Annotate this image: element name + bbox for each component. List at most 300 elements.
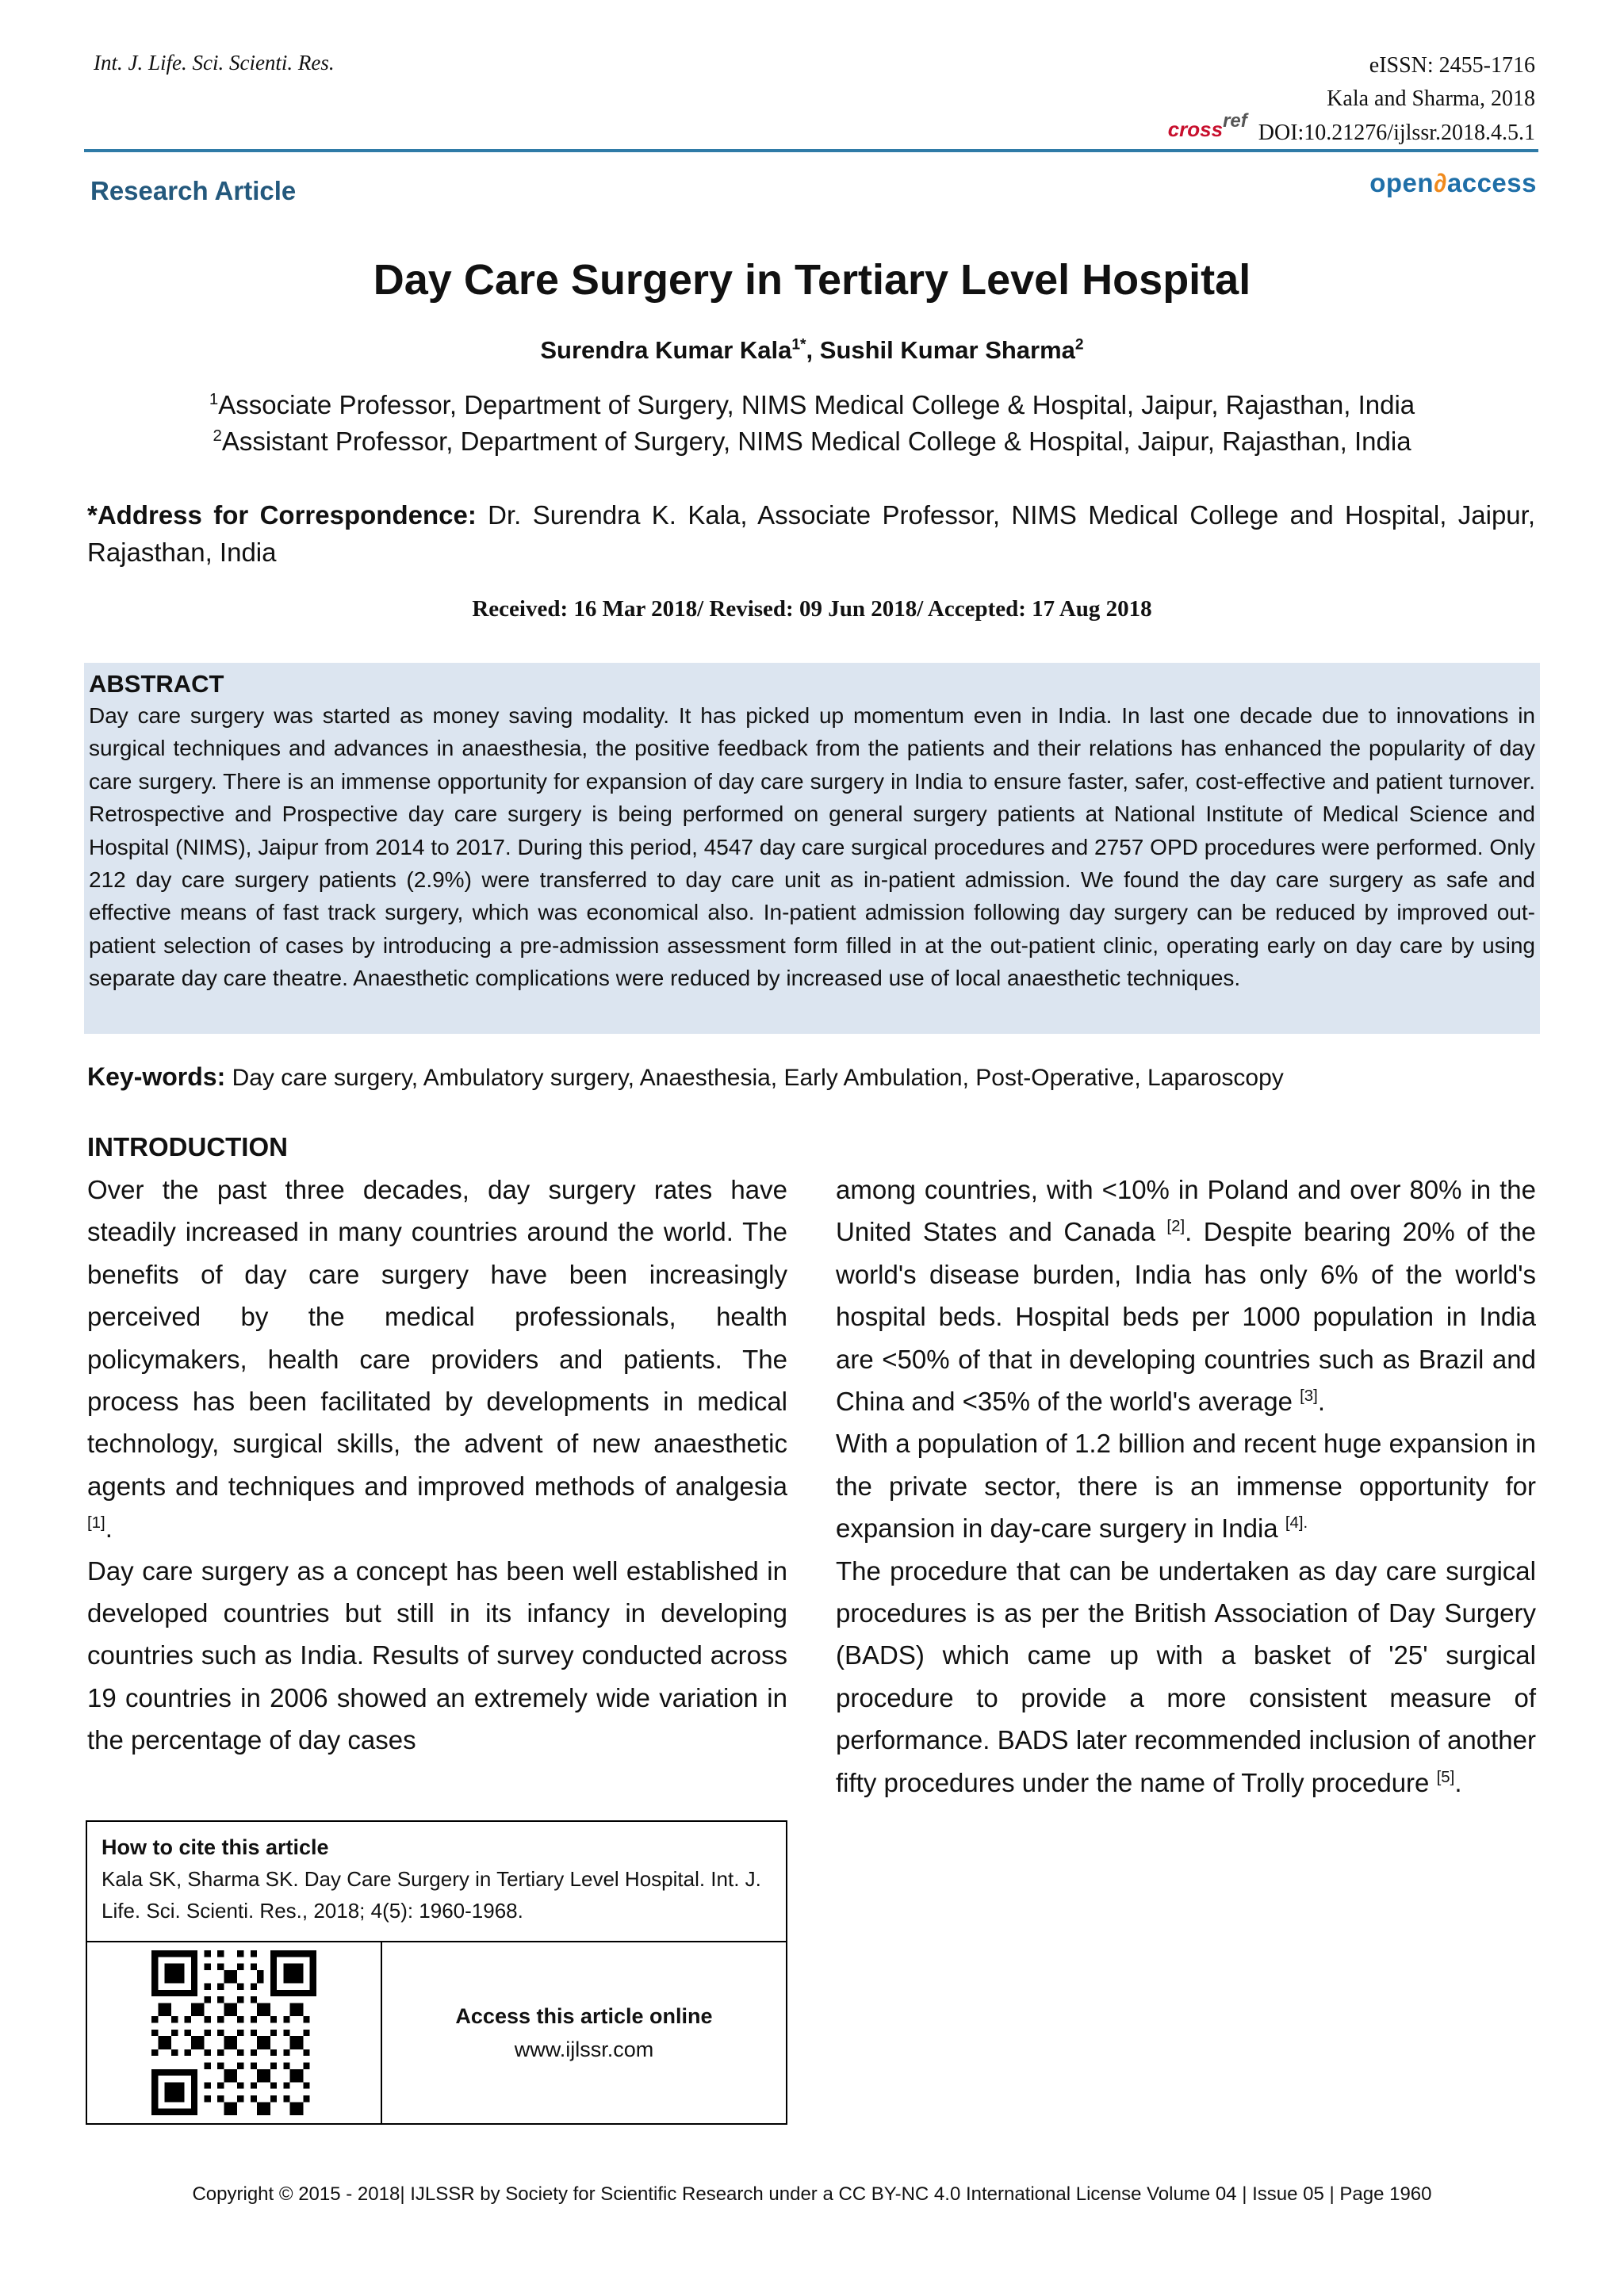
left-column [87, 1169, 787, 1762]
qr-module [303, 2095, 309, 2102]
qr-module [290, 2076, 297, 2082]
qr-module [197, 2003, 204, 2010]
intro-p1-text: Over the past three decades, day surgery rates have steadily increased in many countries around the world. The benefits of day care surgery have been increasingly perceived by the medical professionals, health policymakers, health care providers and patients. The process has been facilitated by developments in medical technology, surgical skills, the advent of new anaesthetic agents and techniques and improved methods of analgesia [87, 1175, 787, 1501]
qr-module [165, 2082, 171, 2088]
qr-code-graphic [151, 1950, 316, 2115]
affiliation-1 [0, 387, 1624, 423]
author-2-sup: 2 [1074, 336, 1084, 354]
qr-module [310, 1964, 316, 1970]
crossref-logo-icon: crossref [1167, 110, 1247, 141]
qr-module [205, 2095, 211, 2102]
qr-module [270, 2082, 277, 2088]
qr-module [231, 2076, 237, 2082]
affiliation-2-sup: 2 [213, 427, 222, 445]
qr-module [290, 2102, 297, 2108]
qr-module [297, 2042, 303, 2049]
qr-module [257, 2003, 263, 2010]
qr-module [224, 2076, 231, 2082]
qr-module [257, 2010, 263, 2016]
qr-module [283, 2049, 289, 2056]
qr-module [151, 2049, 158, 2056]
qr-module [303, 2062, 309, 2068]
qr-module [151, 1950, 158, 1957]
intro-paragraph-2 [87, 1550, 787, 1762]
qr-module [290, 2036, 297, 2042]
qr-module [191, 1990, 197, 1996]
intro-p2b-end: . [1317, 1387, 1325, 1417]
qr-module [283, 2095, 289, 2102]
qr-module [303, 1950, 309, 1957]
access-online [382, 1942, 786, 2123]
citation-ref[interactable]: [5] [1436, 1767, 1455, 1786]
author-separator: , [806, 336, 820, 364]
access-row [87, 1942, 786, 2123]
qr-module [263, 2003, 270, 2010]
qr-module [257, 1970, 263, 1976]
qr-module [263, 2102, 270, 2108]
journal-name: Int. J. Life. Sci. Scienti. Res. [94, 51, 335, 75]
qr-module [165, 2109, 171, 2115]
qr-module [270, 1990, 277, 1996]
qr-module [277, 1950, 283, 1957]
qr-module [224, 2109, 231, 2115]
qr-module [171, 1950, 178, 1957]
qr-module [165, 2036, 171, 2042]
qr-module [290, 1976, 297, 1983]
qr-module [270, 1984, 277, 1990]
qr-module [205, 1996, 211, 2003]
qr-module [310, 1957, 316, 1963]
qr-module [205, 2049, 211, 2056]
qr-module [283, 1970, 289, 1976]
qr-module [237, 2049, 243, 2056]
qr-module [205, 1964, 211, 1970]
correspondence [87, 496, 1535, 571]
qr-module [185, 2016, 191, 2022]
intro-p4-text: The procedure that can be undertaken as day care surgical procedures is as per the British Association of Day Surgery (BADS) which came up with a basket of '25' surgical procedure to provide a more consistent measure of performance. BADS later recommended inclusion of another fifty procedures under the name of Trolly procedure [836, 1556, 1536, 1797]
qr-module [191, 1957, 197, 1963]
article-title: Day Care Surgery in Tertiary Level Hospital [373, 256, 1251, 304]
citation-ref[interactable]: [2] [1166, 1217, 1185, 1236]
qr-module [251, 1950, 257, 1957]
qr-module [290, 2069, 297, 2076]
qr-module [251, 1996, 257, 2003]
qr-module [224, 2003, 231, 2010]
intro-p4-end: . [1454, 1767, 1462, 1797]
qr-module [205, 2016, 211, 2022]
qr-module [178, 2089, 184, 2095]
qr-module [290, 1990, 297, 1996]
qr-module [270, 2030, 277, 2036]
qr-module [151, 2095, 158, 2102]
qr-module [205, 2082, 211, 2088]
qr-module [191, 2036, 197, 2042]
keywords-text: Day care surgery, Ambulatory surgery, Anaesthesia, Early Ambulation, Post-Operative, Laparoscopy [225, 1065, 1284, 1091]
qr-module [263, 2076, 270, 2082]
qr-module [251, 2030, 257, 2036]
qr-module [185, 1950, 191, 1957]
qr-module [171, 2049, 178, 2056]
qr-module [251, 1964, 257, 1970]
qr-module [171, 2069, 178, 2076]
qr-module [197, 2010, 204, 2016]
author-short: Kala and Sharma, 2018 [1327, 86, 1535, 111]
abstract-box [84, 663, 1540, 1034]
qr-module [251, 2016, 257, 2022]
qr-module [178, 2109, 184, 2115]
qr-module [151, 1976, 158, 1983]
qr-module [191, 1976, 197, 1983]
qr-module [165, 2010, 171, 2016]
qr-module [290, 2010, 297, 2016]
right-column [836, 1169, 1536, 1804]
affiliation-2-text: Assistant Professor, Department of Surgery, NIMS Medical College & Hospital, Jaipur, Rajasthan, India [221, 427, 1411, 456]
qr-module [185, 2109, 191, 2115]
qr-module [191, 2003, 197, 2010]
qr-module [283, 1964, 289, 1970]
qr-module [151, 2089, 158, 2095]
citation-ref[interactable]: [1] [87, 1513, 105, 1533]
qr-module [237, 1964, 243, 1970]
qr-module [237, 1984, 243, 1990]
qr-module [303, 2016, 309, 2022]
qr-module [171, 2082, 178, 2088]
qr-module [191, 1970, 197, 1976]
qr-module [191, 2069, 197, 2076]
qr-module [185, 1990, 191, 1996]
qr-module [151, 1964, 158, 1970]
qr-module [297, 1950, 303, 1957]
access-label: Access this article online [455, 2004, 713, 2028]
qr-module [237, 1950, 243, 1957]
authors [0, 336, 1624, 365]
qr-module [178, 1990, 184, 1996]
qr-module [270, 2095, 277, 2102]
qr-module [165, 2069, 171, 2076]
qr-module [237, 1996, 243, 2003]
qr-module [191, 2089, 197, 2095]
qr-module [165, 1976, 171, 1983]
qr-module [217, 2016, 224, 2022]
qr-module [251, 2062, 257, 2068]
qr-module [297, 2010, 303, 2016]
qr-module [158, 1990, 164, 1996]
affiliation-1-sup: 1 [209, 390, 219, 408]
qr-module [178, 1970, 184, 1976]
keywords-label: Key-words: [87, 1062, 226, 1091]
qr-module [205, 1984, 211, 1990]
qr-module [310, 1970, 316, 1976]
qr-module [303, 2082, 309, 2088]
qr-module [251, 1984, 257, 1990]
qr-module [270, 1976, 277, 1983]
qr-module [224, 2010, 231, 2016]
intro-paragraph-3 [836, 1422, 1536, 1549]
qr-module [191, 2010, 197, 2016]
qr-module [205, 1950, 211, 1957]
qr-module [151, 1970, 158, 1976]
qr-module [171, 2095, 178, 2102]
qr-module [171, 2089, 178, 2095]
qr-module [217, 1950, 224, 1957]
intro-p2b-text: . Despite bearing 20% of the world's disease burden, India has only 6% of the world's hospital beds. Hospital beds per 1000 population in India are <50% of that in developing countries such as Brazil and China and <35% of the world's average [836, 1217, 1536, 1417]
qr-module [158, 1950, 164, 1957]
header-meta [1168, 49, 1535, 151]
qr-module [165, 1970, 171, 1976]
qr-module [171, 1990, 178, 1996]
qr-module [191, 2042, 197, 2049]
qr-module [310, 1976, 316, 1983]
qr-module [297, 1976, 303, 1983]
qr-module [310, 1984, 316, 1990]
qr-module [185, 2069, 191, 2076]
citation-heading: How to cite this article [102, 1835, 329, 1859]
keywords [87, 1062, 1535, 1092]
qr-module [283, 2016, 289, 2022]
citation-text: Kala SK, Sharma SK. Day Care Surgery in Tertiary Level Hospital. Int. J. Life. Sci. Scienti. Res., 2018; 4(5): 1960-1968. [102, 1867, 761, 1923]
qr-module [205, 2062, 211, 2068]
qr-module [197, 2042, 204, 2049]
qr-module [165, 1964, 171, 1970]
qr-module [231, 2036, 237, 2042]
qr-module [191, 1950, 197, 1957]
qr-module [178, 1950, 184, 1957]
qr-module [185, 2030, 191, 2036]
qr-module [251, 2095, 257, 2102]
article-dates: Received: 16 Mar 2018/ Revised: 09 Jun 2018/ Accepted: 17 Aug 2018 [472, 596, 1152, 622]
qr-module [303, 1990, 309, 1996]
qr-module [191, 2082, 197, 2088]
citation-ref[interactable]: [4]. [1285, 1513, 1308, 1533]
qr-module [297, 2003, 303, 2010]
qr-module [217, 1984, 224, 1990]
introduction-heading: INTRODUCTION [87, 1132, 288, 1161]
intro-p2-continued-text: among countries, with <10% in Poland and over 80% in the United States and Canada [836, 1175, 1536, 1247]
intro-p2-text: Day care surgery as a concept has been well established in developed countries but still in its infancy in developing countries such as India. Results of survey conducted across 19 countries in 2006 showed an extremely wide variation in the percentage of day cases [87, 1556, 787, 1755]
qr-module [231, 2010, 237, 2016]
abstract-text: Day care surgery was started as money saving modality. It has picked up momentum even in India. In last one decade due to innovations in surgical techniques and advances in anaesthesia, the positive feedback from the patients and their relations has enhanced the popularity of day care surgery. There is an immense opportunity for expansion of day care surgery in India to ensure faster, safer, cost-effective and patient turnover. Retrospective and Prospective day care surgery is being performed on general surgery patients at National Institute of Medical Science and Hospital (NIMS), Jaipur from 2014 to 2017. During this period, 4547 day care surgical procedures and 2757 OPD procedures were performed. Only 212 day care surgery patients (2.9%) were transferred to day care unit as in-patient admission. We found the day care surgery as safe and effective means of fast track surgery, which was economical also. In-patient admission following day surgery can be reduced by improved out-patient selection of cases by introducing a pre-admission assessment form filled in at the out-patient clinic, operating early on day care by using separate day care theatre. Anaesthetic complications were reduced by increased use of local anaesthetic techniques. [89, 703, 1535, 991]
qr-module [283, 1990, 289, 1996]
author-2: Sushil Kumar Sharma [819, 336, 1075, 364]
qr-module [224, 1976, 231, 1983]
qr-module [178, 1976, 184, 1983]
qr-module [178, 2095, 184, 2102]
qr-module [231, 2003, 237, 2010]
qr-module [263, 2010, 270, 2016]
qr-module [290, 2042, 297, 2049]
qr-module [158, 2042, 164, 2049]
qr-module [283, 2062, 289, 2068]
correspondence-text: Dr. Surendra K. Kala, Associate Professor, NIMS Medical College and Hospital, Jaipur, Rajasthan, India [87, 500, 1535, 567]
qr-module [231, 2042, 237, 2049]
qr-module [270, 2062, 277, 2068]
website-link[interactable]: www.ijlssr.com [514, 2038, 654, 2061]
qr-module [171, 1970, 178, 1976]
qr-module [224, 2042, 231, 2049]
author-1-sup: 1* [791, 336, 806, 354]
doi[interactable]: DOI:10.21276/ijlssr.2018.4.5.1 [1258, 121, 1535, 145]
qr-module [263, 2069, 270, 2076]
qr-module [185, 2049, 191, 2056]
eissn: eISSN: 2455-1716 [1369, 53, 1535, 78]
qr-module [217, 2049, 224, 2056]
qr-module [257, 2102, 263, 2108]
open-access-logo-icon: open∂access [1369, 168, 1537, 197]
qr-module [178, 2069, 184, 2076]
qr-module [151, 2102, 158, 2108]
qr-module [217, 2030, 224, 2036]
qr-module [151, 1957, 158, 1963]
qr-module [217, 1996, 224, 2003]
qr-module [297, 1964, 303, 1970]
qr-module [165, 2089, 171, 2095]
qr-module [310, 1990, 316, 1996]
qr-module [171, 2109, 178, 2115]
qr-module [257, 2042, 263, 2049]
qr-module [257, 2069, 263, 2076]
qr-module [224, 2102, 231, 2108]
qr-module [310, 1950, 316, 1957]
qr-module [231, 1970, 237, 1976]
qr-module [263, 2042, 270, 2049]
qr-module [165, 1990, 171, 1996]
qr-module [270, 1957, 277, 1963]
qr-module [158, 2069, 164, 2076]
qr-module [263, 2036, 270, 2042]
qr-module [151, 1984, 158, 1990]
author-1: Surendra Kumar Kala [540, 336, 792, 364]
qr-module [191, 2076, 197, 2082]
qr-module [205, 2030, 211, 2036]
page-footer: Copyright © 2015 - 2018| IJLSSR by Society for Scientific Research under a CC BY-NC 4.0 International License Volume 04 | Issue 05 | Page 1960 [192, 2183, 1432, 2205]
qr-module [165, 2042, 171, 2049]
qr-module [237, 2030, 243, 2036]
qr-module [297, 2069, 303, 2076]
intro-paragraph-1 [87, 1169, 787, 1550]
qr-module [257, 2076, 263, 2082]
qr-module [158, 2036, 164, 2042]
qr-module [158, 2010, 164, 2016]
affiliations [0, 387, 1624, 460]
intro-p1-end: . [105, 1513, 113, 1544]
qr-module [171, 2030, 178, 2036]
qr-module [224, 2069, 231, 2076]
qr-module [297, 2102, 303, 2108]
correspondence-label: *Address for Correspondence: [87, 500, 477, 530]
qr-module [191, 1964, 197, 1970]
qr-module [165, 1950, 171, 1957]
qr-module [151, 2082, 158, 2088]
qr-module [251, 2049, 257, 2056]
qr-module [290, 2109, 297, 2115]
qr-module [231, 2069, 237, 2076]
qr-module [165, 2095, 171, 2102]
qr-module [191, 2102, 197, 2108]
qr-module [303, 2030, 309, 2036]
qr-module [303, 2049, 309, 2056]
qr-module [231, 2109, 237, 2115]
qr-module [237, 2062, 243, 2068]
qr-module [283, 2082, 289, 2088]
qr-module [191, 2109, 197, 2115]
qr-module [171, 2016, 178, 2022]
qr-module [178, 2082, 184, 2088]
qr-module [290, 1950, 297, 1957]
qr-module [237, 2016, 243, 2022]
qr-module [270, 1950, 277, 1957]
qr-module [158, 2109, 164, 2115]
qr-module [283, 1950, 289, 1957]
abstract-heading: ABSTRACT [89, 670, 224, 698]
qr-module [277, 1990, 283, 1996]
qr-module [270, 1964, 277, 1970]
qr-module [297, 1990, 303, 1996]
doi-line [1167, 110, 1535, 151]
qr-module [191, 1984, 197, 1990]
qr-module [151, 1990, 158, 1996]
affiliation-1-text: Associate Professor, Department of Surgery, NIMS Medical College & Hospital, Jaipur, Rajasthan, India [218, 390, 1415, 419]
qr-module [191, 2095, 197, 2102]
qr-module [237, 2095, 243, 2102]
qr-module [290, 2003, 297, 2010]
qr-module [257, 1976, 263, 1983]
qr-module [151, 2069, 158, 2076]
qr-module [231, 2102, 237, 2108]
qr-module [171, 1976, 178, 1983]
qr-module [290, 1970, 297, 1976]
intro-paragraph-2-continued [836, 1169, 1536, 1422]
qr-module [283, 1976, 289, 1983]
citation-info [87, 1822, 786, 1942]
qr-module [251, 2082, 257, 2088]
intro-p3-text: With a population of 1.2 billion and recent huge expansion in the private sector, there is an immense opportunity for expansion in day-care surgery in India [836, 1429, 1536, 1544]
qr-module [224, 1970, 231, 1976]
qr-module [270, 2049, 277, 2056]
qr-module [217, 2062, 224, 2068]
qr-module [270, 1970, 277, 1976]
qr-module [151, 2030, 158, 2036]
qr-module [237, 2082, 243, 2088]
qr-module [217, 1964, 224, 1970]
qr-module [158, 2003, 164, 2010]
qr-module [231, 1976, 237, 1983]
qr-module [151, 2109, 158, 2115]
qr-module [270, 2016, 277, 2022]
qr-module [151, 2016, 158, 2022]
qr-module [165, 2003, 171, 2010]
qr-module [297, 2076, 303, 2082]
affiliation-2 [0, 423, 1624, 460]
intro-paragraph-4 [836, 1550, 1536, 1804]
qr-module [257, 2036, 263, 2042]
qr-module [297, 2036, 303, 2042]
qr-module [151, 2076, 158, 2082]
citation-ref[interactable]: [3] [1300, 1387, 1318, 1406]
qr-module [283, 2030, 289, 2036]
qr-module [178, 1964, 184, 1970]
citation-box [86, 1820, 787, 2125]
qr-module [297, 1970, 303, 1976]
qr-module [263, 2109, 270, 2115]
qr-module [290, 1964, 297, 1970]
qr-code-icon[interactable] [87, 1942, 382, 2123]
qr-module [217, 2082, 224, 2088]
qr-module [197, 2036, 204, 2042]
qr-module [297, 2109, 303, 2115]
qr-module [171, 1964, 178, 1970]
article-type: Research Article [90, 176, 297, 205]
qr-module [224, 2036, 231, 2042]
